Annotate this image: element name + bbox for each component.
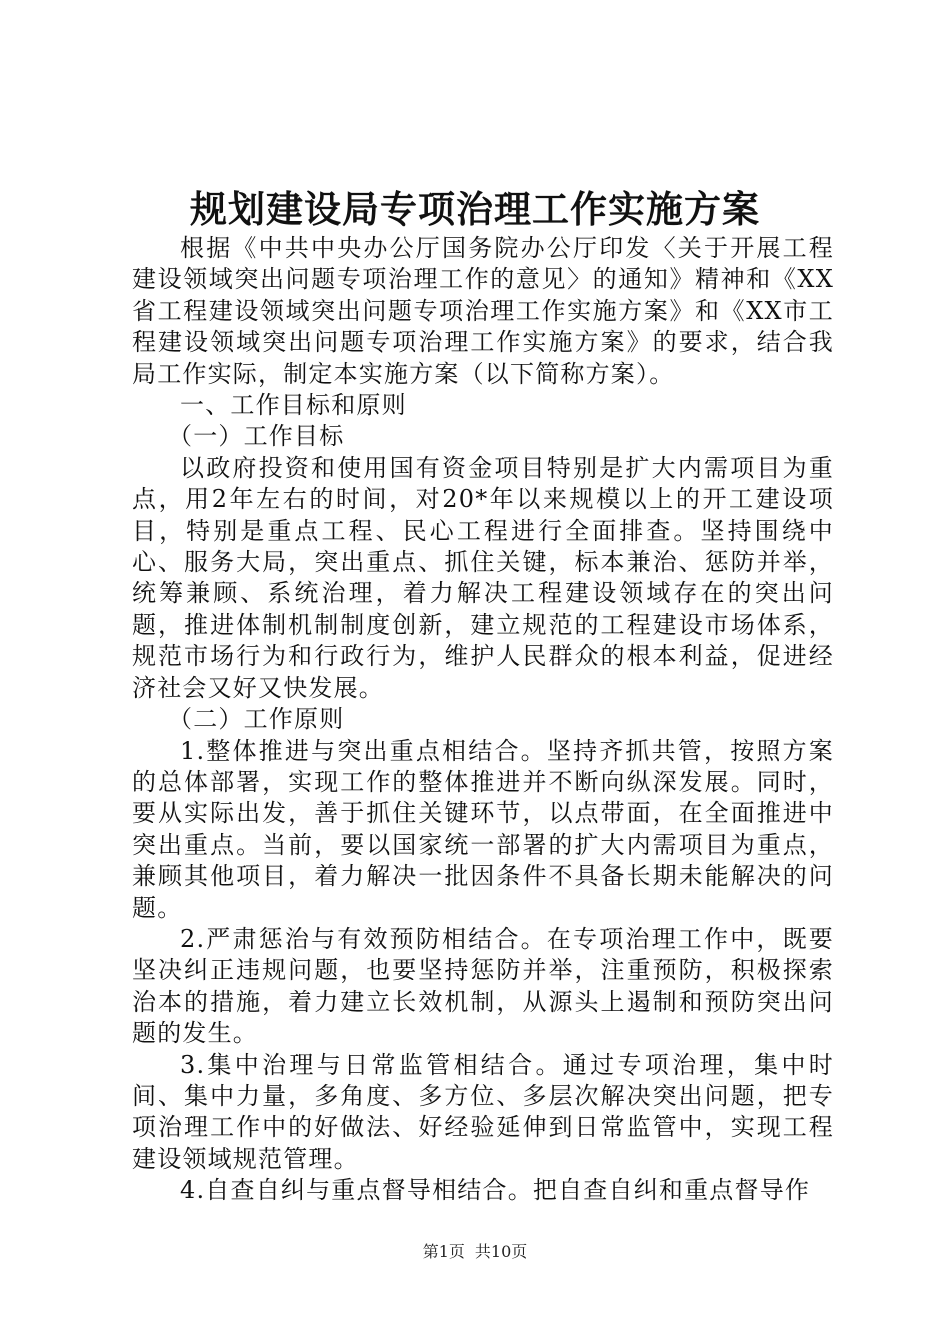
subsection-heading-principles: （二）工作原则 [168, 705, 345, 734]
document-body [132, 233, 834, 1207]
section-heading-goals-principles: 一、工作目标和原则 [180, 391, 407, 420]
principle-4-paragraph: 4.自查自纠与重点督导相结合。把自查自纠和重点督导作 [180, 1176, 811, 1205]
page-number: 第1页 [422, 1242, 465, 1261]
document-title: 规划建设局专项治理工作实施方案 [190, 187, 760, 231]
intro-paragraph: 根据《中共中央办公厅国务院办公厅印发〈关于开展工程建设领域突出问题专项治理工作的意见〉的通知》精神和《XX省工程建设领域突出问题专项治理工作实施方案》和《XX市工程建设领域突出问题专项治理工作实施方案》的要求，结合我局工作实际，制定本实施方案（以下简称方案）。 [132, 234, 834, 388]
subsection-heading-goals: （一）工作目标 [168, 422, 345, 451]
principle-3-paragraph: 3.集中治理与日常监管相结合。通过专项治理，集中时间、集中力量，多角度、多方位、多层次解决突出问题，把专项治理工作中的好做法、好经验延伸到日常监管中，实现工程建设领域规范管理。 [132, 1050, 834, 1173]
principle-1-paragraph: 1.整体推进与突出重点相结合。坚持齐抓共管，按照方案的总体部署，实现工作的整体推进并不断向纵深发展。同时，要从实际出发，善于抓住关键环节，以点带面，在全面推进中突出重点。当前，要以国家统一部署的扩大内需项目为重点，兼顾其他项目，着力解决一批因条件不具备长期未能解决的问题。 [132, 736, 834, 922]
page-total: 共10页 [474, 1242, 528, 1261]
goals-paragraph: 以政府投资和使用国有资金项目特别是扩大内需项目为重点，用2年左右的时间，对20*年以来规模以上的开工建设项目，特别是重点工程、民心工程进行全面排查。坚持围绕中心、服务大局，突出重点、抓住关键，标本兼治、惩防并举，统筹兼顾、系统治理，着力解决工程建设领域存在的突出问题，推进体制机制制度创新，建立规范的工程建设市场体系，规范市场行为和行政行为，维护人民群众的根本利益，促进经济社会又好又快发展。 [132, 453, 834, 702]
page-footer [0, 1240, 950, 1264]
principle-2-paragraph: 2.严肃惩治与有效预防相结合。在专项治理工作中，既要坚决纠正违规问题，也要坚持惩防并举，注重预防，积极探索治本的措施，着力建立长效机制，从源头上遏制和预防突出问题的发生。 [132, 924, 834, 1048]
